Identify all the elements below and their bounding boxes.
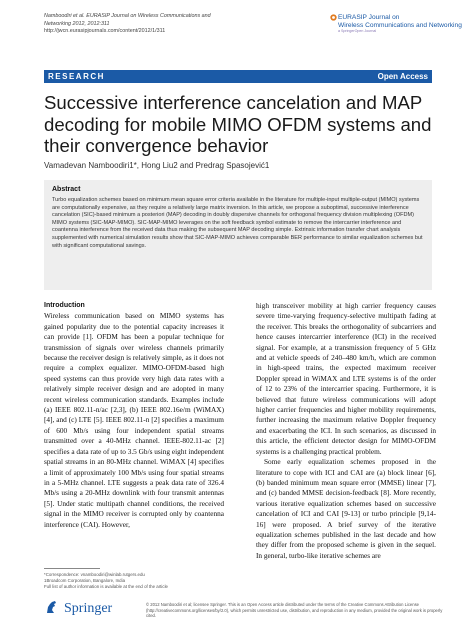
- journal-citation: [44, 13, 284, 36]
- journal-name-line-1: EURASIP Journal on: [338, 14, 400, 21]
- abstract-heading: Abstract: [52, 186, 81, 193]
- springer-horse-icon: [44, 599, 60, 615]
- open-access-label: Open Access: [377, 72, 428, 81]
- citation-line-2: Networking 2012, 2012:311: [44, 20, 110, 27]
- correspondence-footnote: *Correspondence: vnamboodiri@winlab.rutgers.edu: [44, 572, 145, 577]
- journal-logo-icon: [330, 14, 337, 21]
- author-info-footnote: Full list of author information is available at the end of the article: [44, 584, 168, 589]
- footnote-divider: [44, 568, 100, 569]
- abstract-box: [44, 180, 432, 290]
- journal-name-line-2: Wireless Communications and Networking: [338, 21, 462, 29]
- citation-line-1: Namboodiri et al. EURASIP Journal on Wireless Communications and: [44, 13, 211, 19]
- intro-paragraph-1: Wireless communication based on MIMO systems has gained popularity due to the potential capacity increases it can provide [1]. OFDM has been a popular technique for transmission of signals over wireless channels primarily because the receiver design is relatively simple, as it does not require a complex equalizer. MIMO-OFDM-based high speed systems can thus provide very high data rates with a relatively simple receiver design and are adopted in many recent wireless communication standards. Examples include (a) IEEE 802.11-n/ac [2,3], (b) IEEE 802.16e/m (WiMAX) [4], and (c) LTE [5]. IEEE 802.11-n [2] specifies a maximum of 600 Mb/s using four independent spatial streams transmitted over a 40-MHz channel. IEEE-802.11-ac [2] specifies a data rate of up to 3.5 Gb/s using eight independent spatial streams in an 80-MHz channel. WiMAX [4] specifies a limit of approximately 100 Mb/s using four spatial streams in a 5-MHz channel. LTE suggests a peak data rate of 326.4 Mb/s using a 20-MHz downlink with four transmit antennas [5]. Under static multipath channel conditions, the received signal in the MIMO receiver is corrupted only by coantenna interference (CAI). However,: [44, 311, 224, 529]
- article-type-label: RESEARCH: [48, 72, 105, 81]
- body-column-right: [256, 301, 436, 561]
- affiliation-footnote: 1Broadcom Corporation, Bangalore, India: [44, 578, 126, 583]
- article-title: Successive interference cancelation and MAP decoding for mobile MIMO OFDM systems and their convergence behavior: [44, 92, 432, 156]
- footnotes: [44, 572, 244, 590]
- journal-brand: [338, 14, 468, 34]
- publisher-logo: Springer: [64, 601, 113, 616]
- introduction-heading: Introduction: [44, 302, 85, 309]
- intro-paragraph-2: Some early equalization schemes proposed in the literature to cope with ICI and CAI are (a) block linear [6], (b) banded minimum mean square error (MMSE) linear [7], and (c) banded MMSE decision-feedback [8]. More recently, various iterative equalization schemes based on successive cancelation of ICI and CAI [9-13] or turbo principle [9,14-16] were proposed. A brief survey of the iterative equalization schemes published in the last decade and how they differ from the proposed scheme is given in the sequel. In general, turbo-like iterative schemes are: [256, 457, 436, 560]
- body-column-left: [44, 301, 224, 530]
- author-list: Vamadevan Namboodiri1*, Hong Liu2 and Predrag Spasojević1: [44, 161, 270, 170]
- article-type-banner: [44, 70, 432, 83]
- journal-subtitle: a SpringerOpen Journal: [338, 29, 377, 34]
- intro-paragraph-1-cont: high transceiver mobility at high carrier frequency causes severe time-varying frequency-selective multipath fading at the receiver. This breaks the orthogonality of subcarriers and hence causes intercarrier interference (ICI) in the received signal. For example, at a transmission frequency of 5 GHz and at vehicle speeds of 240–480 km/h, which are common in high-speed trains, the expected maximum receiver Doppler spread in WiMAX and LTE systems is of the order of 12 to 23% of the intercarrier spacing. Furthermore, it is believed that future wireless communications will adopt higher carrier frequencies and higher mobility requirements, further increasing the maximum relative Doppler frequency and exacerbating the ICI. In such scenarios, as discussed in this article, the efficient detector design for MIMO-OFDM systems is a challenging practical problem.: [256, 301, 436, 456]
- copyright-notice: © 2012 Namboodiri et al; licensee Springer. This is an Open Access article distributed under the terms of the Creative Commons Attribution License (http://creativecommons.org/licenses/by/2.0), which permits unrestricted use, distribution, and reproduction in any medium, provided the original work is properly cited.: [146, 602, 443, 619]
- abstract-text: Turbo equalization schemes based on minimum mean square error criteria available in the literature for multiple-input multiple-output (MIMO) systems are computationally expensive, as they require a relatively large matrix inversion. In this article, we propose a suboptimal, successive interference cancelation (SIC)-based minimum a posteriori (MAP) decoding in doubly dispersive channels for orthogonal frequency division multiplexing (OFDM) MIMO systems (SIC-MAP-MIMO). SIC-MAP-MIMO leverages on the soft feedback symbol estimate to remove the intercarrier interference and coantenna interference from the received data thus making the subsequent MAP decoding simple. Extrinsic information transfer chart analysis supplemented with numerical simulation results show that SIC-MAP-MIMO achieves comparable BER performance to similar equalization schemes but with significant computational savings.: [52, 197, 423, 249]
- citation-url[interactable]: http://jwcn.eurasipjournals.com/content/2012/1/311: [44, 28, 166, 35]
